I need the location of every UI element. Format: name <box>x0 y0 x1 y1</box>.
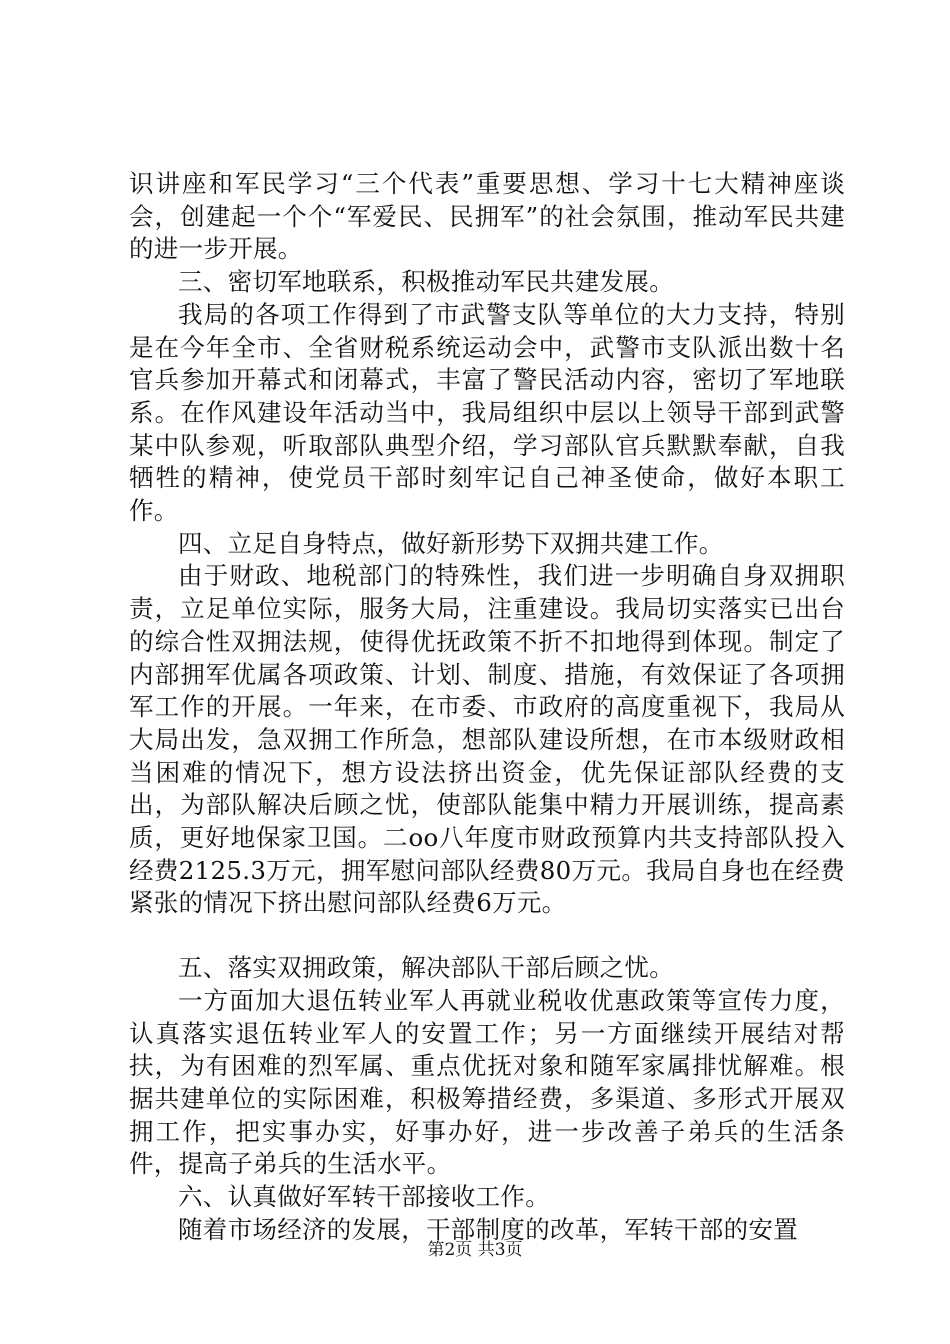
section-heading-3: 三、密切军地联系，积极推动军民共建发展。 <box>178 267 674 297</box>
paragraph-section-4: 由于财政、地税部门的特殊性，我们进一步明确自身双拥职责，立足单位实际，服务大局，注重建设。我局切实落实已出台的综合性双拥法规，使得优抚政策不折不扣地得到体现。制定了内部拥军优属各项政策、计划、制度、措施，有效保证了各项拥军工作的开展。一年来，在市委、市政府的高度重视下，我局从大局出发，急双拥工作所急，想部队建设所想，在市本级财政相当困难的情况下，想方设法挤出资金，优先保证部队经费的支出，为部队解决后顾之忧，使部队能集中精力开展训练，提高素质，更好地保家卫国。二oo八年度市财政预算内共支持部队投入经费2125.3万元，拥军慰问部队经费80万元。我局自身也在经费紧张的情况下挤出慰问部队经费6万元。 <box>129 561 845 918</box>
paragraph-continuation: 识讲座和军民学习“三个代表”重要思想、学习十七大精神座谈会，创建起一个个“军爱民、民拥军”的社会氛围，推动军民共建的进一步开展。 <box>129 169 845 264</box>
document-body <box>129 168 845 1247</box>
paragraph-section-3: 我局的各项工作得到了市武警支队等单位的大力支持，特别是在今年全市、全省财税系统运动会中，武警市支队派出数十名官兵参加开幕式和闭幕式，丰富了警民活动内容，密切了军地联系。在作风建设年活动当中，我局组织中层以上领导干部到武警某中队参观，听取部队典型介绍，学习部队官兵默默奉献，自我牺牲的精神，使党员干部时刻牢记自己神圣使命，做好本职工作。 <box>129 299 845 526</box>
section-heading-4: 四、立足自身特点，做好新形势下双拥共建工作。 <box>178 528 724 558</box>
paragraph-gap <box>129 920 845 952</box>
section-heading-6: 六、认真做好军转干部接收工作。 <box>178 1182 550 1212</box>
page-footer: 第2页 共3页 <box>427 1240 523 1260</box>
paragraph-section-6: 随着市场经济的发展，干部制度的改革，军转干部的安置 <box>178 1214 798 1244</box>
section-heading-5: 五、落实双拥政策，解决部队干部后顾之忧。 <box>178 953 674 983</box>
paragraph-section-5: 一方面加大退伍转业军人再就业税收优惠政策等宣传力度，认真落实退伍转业军人的安置工作；另一方面继续开展结对帮扶，为有困难的烈军属、重点优抚对象和随军家属排忧解难。根据共建单位的实际困难，积极筹措经费，多渠道、多形式开展双拥工作，把实事办实，好事办好，进一步改善子弟兵的生活条件，提高子弟兵的生活水平。 <box>129 985 845 1179</box>
